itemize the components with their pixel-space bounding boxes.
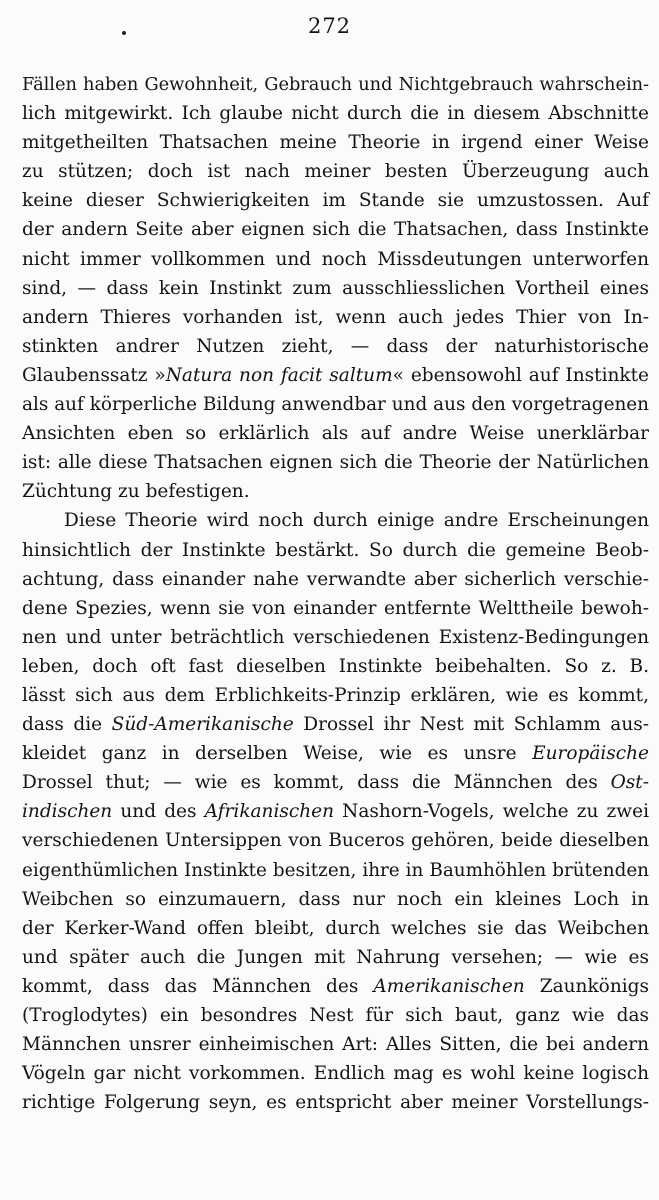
text-line bbox=[22, 1001, 649, 1030]
page-number: 272 bbox=[307, 14, 352, 38]
text-line bbox=[22, 536, 649, 565]
text-line bbox=[22, 186, 649, 215]
text-line bbox=[22, 99, 649, 128]
text-run: als auf körperliche Bildung anwendbar und aus den vorgetragenen bbox=[22, 394, 649, 416]
text-line bbox=[22, 361, 649, 390]
text-line bbox=[22, 1030, 649, 1059]
text-line bbox=[22, 972, 649, 1001]
text-run: Züchtung zu befestigen. bbox=[22, 481, 250, 503]
text-run: verschiedenen Untersippen von Buceros gehören, beide dieselben bbox=[22, 830, 649, 852]
text-run: und später auch die Jungen mit Nahrung versehen; — wie es bbox=[22, 946, 649, 968]
text-run: Ansichten eben so erklärlich als auf andre Weise unerklärbar bbox=[22, 423, 649, 445]
italic-phrase: Amerikanischen bbox=[373, 975, 525, 997]
text-line bbox=[22, 623, 649, 652]
text-run: dene Spezies, wenn sie von einander entfernte Welttheile bewoh- bbox=[22, 597, 649, 619]
text-run: dass die bbox=[22, 714, 112, 736]
text-run: Fällen haben Gewohnheit, Gebrauch und Nichtgebrauch wahrschein- bbox=[22, 74, 649, 95]
text-run: Drossel ihr Nest mit Schlamm aus- bbox=[293, 714, 649, 736]
text-run: Vögeln gar nicht vorkommen. Endlich mag es wohl keine logisch bbox=[22, 1063, 649, 1085]
text-run: der andern Seite aber eignen sich die Thatsachen, dass Instinkte bbox=[22, 219, 649, 241]
text-run: der Kerker-Wand offen bleibt, durch welches sie das Weibchen bbox=[22, 917, 649, 939]
text-line bbox=[22, 710, 649, 739]
body-text bbox=[22, 70, 649, 1117]
text-line bbox=[22, 70, 649, 99]
text-line bbox=[22, 1059, 649, 1088]
text-line bbox=[22, 419, 649, 448]
italic-phrase: Afrikanischen bbox=[204, 801, 335, 823]
text-run: Nashorn-Vogels, welche zu zwei bbox=[334, 801, 649, 823]
text-run: und des bbox=[112, 801, 205, 823]
text-line bbox=[22, 565, 649, 594]
italic-phrase: Europäische bbox=[532, 743, 649, 765]
text-run: (Troglodytes) ein besondres Nest für sich baut, ganz wie das bbox=[22, 1005, 649, 1026]
text-line bbox=[22, 681, 649, 710]
text-line bbox=[22, 914, 649, 943]
text-line bbox=[22, 1088, 649, 1117]
italic-phrase: Ost- bbox=[610, 772, 649, 794]
text-line bbox=[22, 332, 649, 361]
text-line bbox=[22, 157, 649, 186]
text-run: hinsichtlich der Instinkte bestärkt. So durch die gemeine Beob- bbox=[22, 539, 649, 561]
text-run: achtung, dass einander nahe verwandte aber sicherlich verschie- bbox=[22, 568, 649, 590]
text-line bbox=[22, 506, 649, 535]
text-run: nen und unter beträchtlich verschiedenen Existenz-Bedingungen bbox=[22, 626, 649, 648]
text-run: kleidet ganz in derselben Weise, wie es unsre bbox=[22, 743, 533, 765]
text-run: andern Thieres vorhanden ist, wenn auch jedes Thier von In- bbox=[22, 306, 649, 328]
text-line bbox=[22, 885, 649, 914]
text-line bbox=[22, 594, 649, 623]
text-run: Glaubenssatz » bbox=[22, 364, 166, 386]
text-line bbox=[22, 245, 649, 274]
text-run: « ebensowohl auf Instinkte bbox=[392, 364, 649, 386]
text-run: ist: alle diese Thatsachen eignen sich die Theorie der Natürlichen bbox=[22, 452, 649, 474]
text-line bbox=[22, 128, 649, 157]
text-run: lässt sich aus dem Erblichkeits-Prinzip erklären, wie es kommt, bbox=[22, 684, 649, 706]
text-line bbox=[22, 448, 649, 477]
text-line bbox=[22, 477, 649, 506]
text-run: zu stützen; doch ist nach meiner besten Überzeugung auch bbox=[22, 161, 649, 183]
text-run: Weibchen so einzumauern, dass nur noch ein kleines Loch in bbox=[22, 888, 649, 910]
text-run: Diese Theorie wird noch durch einige andre Erscheinungen bbox=[64, 510, 649, 532]
text-line bbox=[22, 826, 649, 855]
italic-phrase: indischen bbox=[22, 801, 113, 823]
text-run: keine dieser Schwierigkeiten im Stande sie umzustossen. Auf bbox=[22, 190, 649, 212]
text-run: Drossel thut; — wie es kommt, dass die Männchen des bbox=[22, 772, 611, 794]
text-run: sind, — dass kein Instinkt zum ausschliesslichen Vortheil eines bbox=[22, 277, 649, 299]
text-line bbox=[22, 856, 649, 885]
text-line bbox=[22, 390, 649, 419]
text-line bbox=[22, 274, 649, 303]
text-line bbox=[22, 768, 649, 797]
italic-phrase: Süd-Amerikanische bbox=[111, 714, 294, 736]
text-run: Zaunkönigs bbox=[524, 975, 649, 997]
text-run: eigenthümlichen Instinkte besitzen, ihre in Baumhöhlen brütenden bbox=[22, 859, 649, 881]
text-line bbox=[22, 652, 649, 681]
text-run: mitgetheilten Thatsachen meine Theorie in irgend einer Weise bbox=[22, 132, 649, 154]
text-line bbox=[22, 215, 649, 244]
text-run: Männchen unsrer einheimischen Art: Alles Sitten, die bei andern bbox=[22, 1034, 649, 1056]
text-run: nicht immer vollkommen und noch Missdeutungen unterworfen bbox=[22, 248, 649, 270]
italic-phrase: Natura non facit saltum bbox=[165, 364, 393, 386]
text-run: leben, doch oft fast dieselben Instinkte beibehalten. So z. B. bbox=[22, 655, 649, 677]
text-line bbox=[22, 739, 649, 768]
text-run: lich mitgewirkt. Ich glaube nicht durch die in diesem Abschnitte bbox=[22, 103, 649, 125]
text-run: stinkten andrer Nutzen zieht, — dass der naturhistorische bbox=[22, 335, 649, 357]
text-line bbox=[22, 797, 649, 826]
text-line bbox=[22, 303, 649, 332]
text-run: richtige Folgerung seyn, es entspricht aber meiner Vorstellungs- bbox=[22, 1092, 649, 1114]
text-line bbox=[22, 943, 649, 972]
text-run: kommt, dass das Männchen des bbox=[22, 975, 374, 997]
